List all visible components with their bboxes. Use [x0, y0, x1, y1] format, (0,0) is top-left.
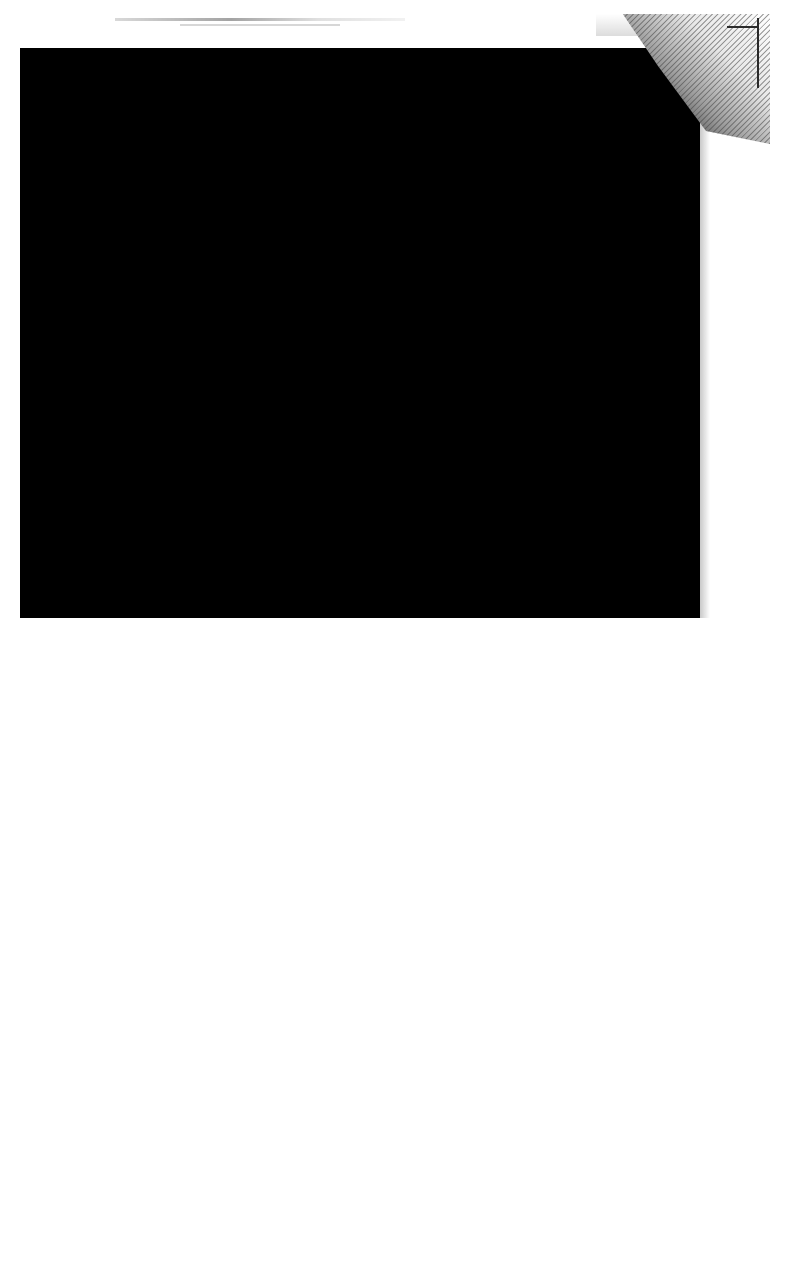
scan-streak	[180, 24, 340, 26]
text-line: secondary containment with no roof.	[499, 626, 513, 813]
text-line: Illinois Pollution Control Board in their PCB 24-23 Decision.	[72, 626, 86, 930]
list-item	[253, 626, 299, 1286]
text-line: Section 255.140 of Title 8 of the Illinois Administrative Code states, in pa	[336, 670, 350, 1041]
document-text-column	[26, 626, 618, 1286]
text-line: b)(1). The following table calculates the volume of rain that a 6" rain event w	[484, 626, 498, 1016]
paragraph-illustration	[422, 626, 513, 1286]
text-line: The truck loading portion of the building complex (40' x 100' =4,000 SF)	[202, 644, 216, 1011]
text-line: leg that moves the dry fertilizer to outside overhead holding bins.	[180, 644, 194, 976]
text-line: be stored and handled in a manner to prevent pollution by minimizing lo	[351, 626, 365, 993]
text-line: unroofed operational area of the subject would contain a 6" rain event which is	[453, 626, 467, 1028]
text-line: blended dry fertilizer is loaded from one of the four overhead holding b	[217, 644, 231, 1005]
table-header-row	[516, 699, 536, 1068]
list-item-number: 1)	[135, 626, 149, 637]
table-cell: 38,589 gallo	[536, 991, 554, 1067]
text-line: The Operational Blending room adjacent to the truck loadout area that	[253, 644, 267, 1003]
paragraph-operational-sections	[98, 626, 128, 1286]
text-line: the containment requirements as stated.	[397, 626, 411, 833]
page-corner-edge	[757, 18, 759, 88]
paragraph-certification	[26, 626, 87, 1286]
table-cell: 6,431 gal ((10,318 x 7.48)/12)	[536, 826, 554, 992]
text-line: adjacent to the dry fertilizer storage bins. The loader operational area l	[150, 644, 164, 1005]
text-line: To further illustrate that the primary purpose of the building is for	[423, 670, 437, 999]
scanned-document-page	[20, 48, 700, 1062]
text-line: (Section 255.140(d)4. Enclosing the subject's operational containment areas of	[382, 626, 396, 1031]
text-line: fertilizer formulations.	[284, 644, 298, 755]
containment-volume-table	[516, 698, 555, 1068]
document-content	[20, 618, 700, 1188]
table-header-cell: Volume per inch of rain	[516, 826, 536, 992]
table-header-cell: Volume, 25-	[516, 991, 536, 1067]
text-line: SF). This area is a special blending area used to blend specialized ingre	[268, 644, 282, 1014]
list-item-number: 2)	[202, 626, 216, 637]
text-line: The loader operational area (34' x 152' =5,168 SF). This is the portion o	[135, 644, 149, 1011]
text-line: certification as a pollution control improvement by the authority of part 25	[42, 626, 56, 1000]
text-line: The subject dry fertilizer operating areas were designed to be enclosed	[572, 670, 586, 1035]
text-line: application as qualifying for certification as pollution control devices includ	[114, 626, 128, 1004]
list-item	[201, 626, 247, 1286]
page-corner-edge	[727, 26, 757, 28]
text-line: and/or application equipment.	[232, 644, 246, 797]
scan-streak	[115, 18, 405, 21]
text-line: underground water or subsoil, and containment devices or structures may inc	[366, 626, 380, 1022]
table-row	[536, 699, 554, 1068]
list-item	[134, 626, 195, 1286]
text-line: following: If the subject operational areas were curbed with a 6" concrete cu	[438, 626, 452, 1014]
text-line: pollution containment system with a minimum storage capacity of 40,000 gallo	[603, 626, 617, 1027]
text-line: The operational containment sections of the subject dry fertilizer complex t	[98, 626, 112, 1007]
total-area-line: The total of these three operational areas is 10,318 square feet.	[310, 626, 324, 973]
table-cell: 10,318 sq. feet	[536, 699, 554, 826]
text-line: Administrative Code, Chapter I Sub Chapter I. This determination has been	[57, 626, 71, 1012]
paragraph-section-255	[335, 626, 411, 1286]
text-line: The dry fertilizer storage portion of the dry fertilizer building complex (120'	[27, 626, 40, 1004]
list-item-number: 3)	[253, 626, 267, 637]
text-line: enclosed with a building and the operational areas were exposed to the eleme	[588, 626, 602, 1027]
text-line: storm. This would be the minimum requirement of an expose concrete conta	[469, 626, 483, 1017]
table-header-cell: Dry Containment Area	[516, 699, 536, 826]
paragraph-design	[572, 626, 618, 1286]
text-line: from the storage bins to a below ground level receiving pit which then l	[165, 644, 179, 1005]
